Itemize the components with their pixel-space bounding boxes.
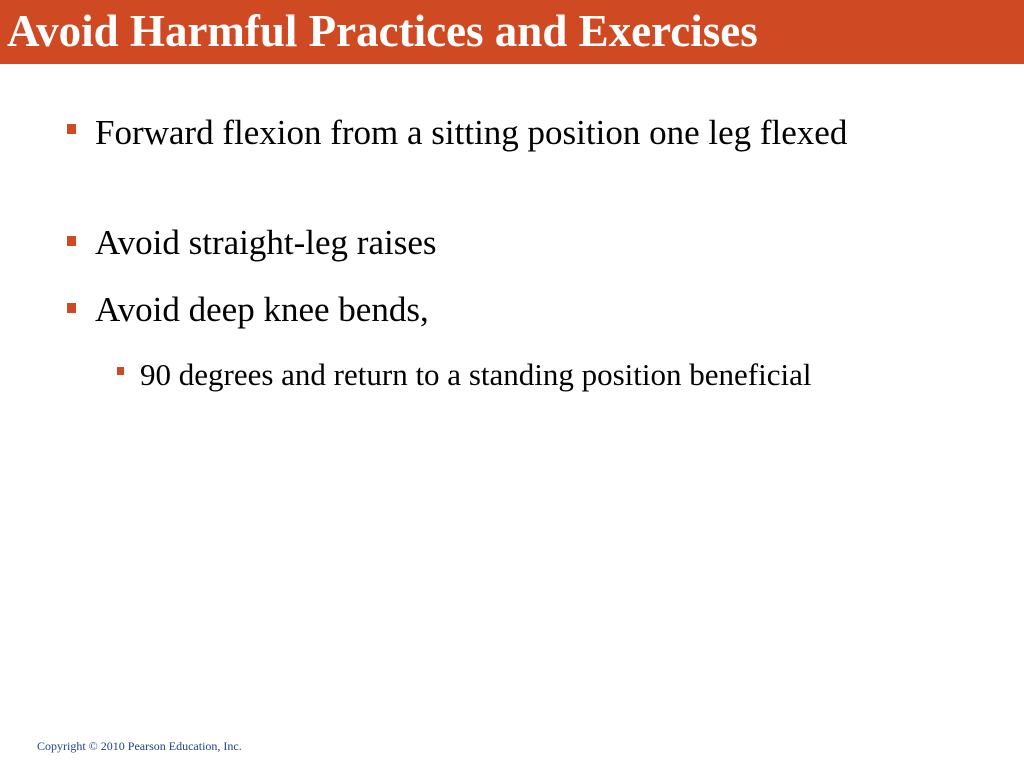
bullet-item (67, 287, 927, 332)
slide-title: Avoid Harmful Practices and Exercises (7, 6, 758, 56)
square-bullet-icon (67, 303, 76, 313)
bullet-text: Avoid deep knee bends, (95, 290, 429, 329)
square-bullet-icon (67, 236, 76, 246)
sub-bullet-text: 90 degrees and return to a standing position beneficial (140, 357, 812, 392)
square-bullet-icon (117, 367, 124, 375)
bullet-item (67, 110, 927, 155)
bullet-text: Avoid straight-leg raises (95, 223, 437, 262)
square-bullet-icon (67, 124, 76, 134)
bullet-item (67, 220, 927, 265)
sub-bullet-item (117, 355, 877, 394)
copyright-footer: Copyright © 2010 Pearson Education, Inc. (37, 739, 242, 753)
bullet-text: Forward flexion from a sitting position one leg flexed (95, 113, 848, 152)
